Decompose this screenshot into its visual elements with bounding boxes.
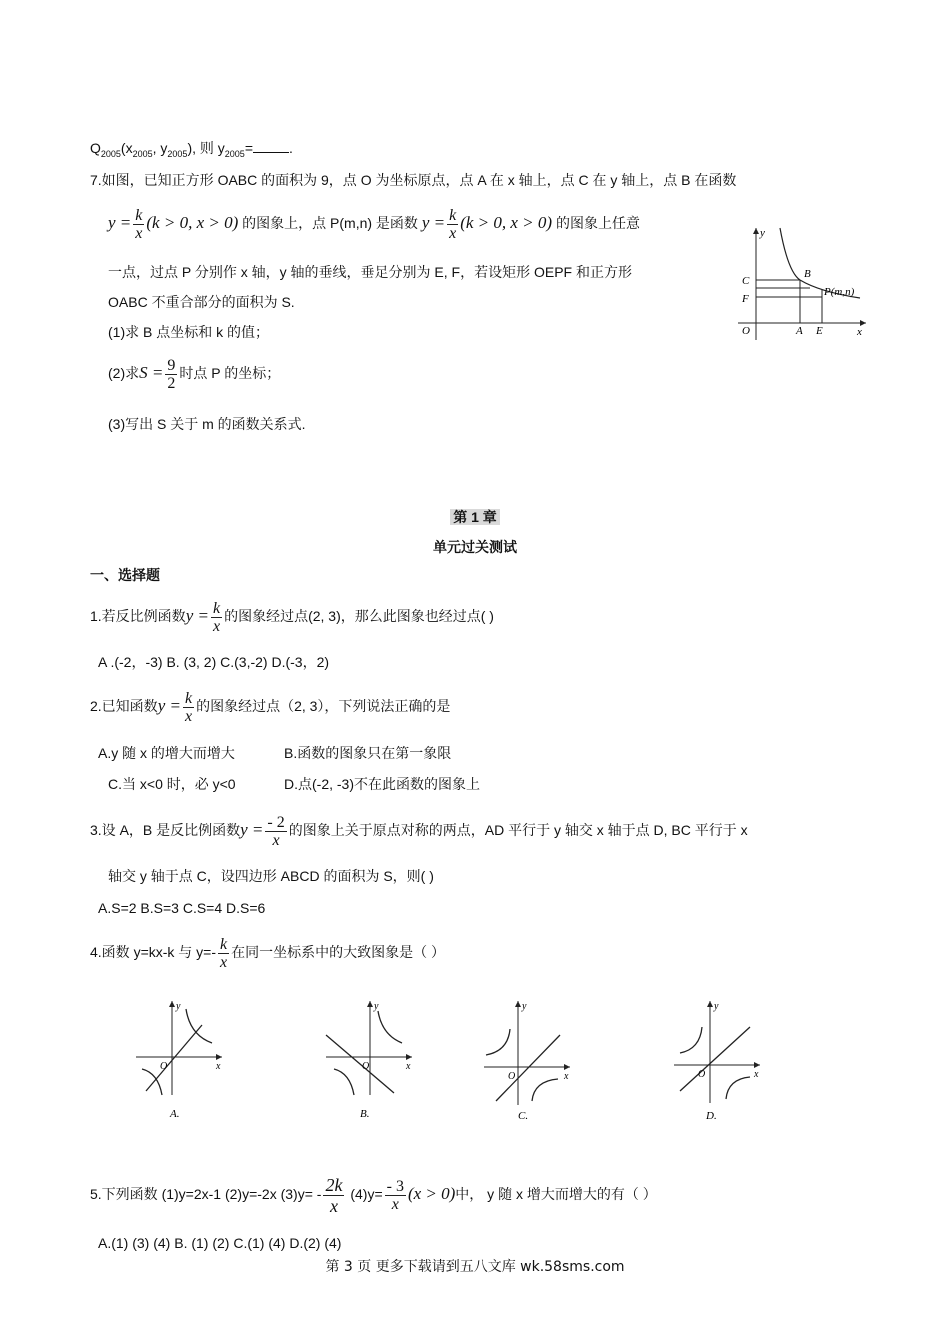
question-2-option-a: A.y 随 x 的增大而增大 xyxy=(98,745,235,761)
question-5-options: A.(1) (3) (4) B. (1) (2) C.(1) (4) D.(2) (4) xyxy=(98,1235,342,1251)
fig7-o-label: O xyxy=(742,325,750,337)
section-heading: 一、选择题 xyxy=(90,567,160,583)
svg-text:y: y xyxy=(714,1001,719,1012)
chapter-subtitle: 单元过关测试 xyxy=(433,539,517,555)
svg-text:x: x xyxy=(754,1069,759,1080)
fig7-c-label: C xyxy=(742,275,750,287)
svg-text:O: O xyxy=(362,1061,370,1072)
graph-a-label: A. xyxy=(170,1108,180,1120)
question-4: 4.函数 y=kx-k 与 y=- $\frac{k}{x}$ 在同一坐标系中的大致图象是（ ） xyxy=(90,935,446,971)
svg-text:O: O xyxy=(698,1069,706,1080)
chapter-title: 第 1 章 xyxy=(0,507,950,527)
graph-b xyxy=(320,995,430,1125)
svg-text:y: y xyxy=(374,1001,379,1012)
question-2-option-b: B.函数的图象只在第一象限 xyxy=(284,745,452,761)
question-2-option-d: D.点(-2, -3)不在此函数的图象上 xyxy=(284,776,480,792)
question-3: 3.设 A，B 是反比例函数y = $\frac{- 2}{x}$ 的图象上关于原点对称的两点，AD 平行于 y 轴交 x 轴于点 D, BC 平行于 x xyxy=(90,813,748,849)
graph-c-label: C. xyxy=(518,1110,529,1122)
question-2: 2.已知函数y = $\frac{k}{x}$ 的图象经过点（2, 3），下列说法正确的是 xyxy=(90,689,451,725)
svg-text:y: y xyxy=(522,1001,527,1012)
fig7-e-label: E xyxy=(816,325,823,337)
svg-text:x: x xyxy=(564,1071,569,1082)
svg-text:x: x xyxy=(216,1061,221,1072)
problem7-q2: (2)求S = $\frac{9}{2}$ 时点 P 的坐标； xyxy=(108,356,281,392)
svg-text:y: y xyxy=(176,1001,181,1012)
problem7-line4: OABC 不重合部分的面积为 S. xyxy=(108,294,295,310)
graph-b-label: B. xyxy=(360,1108,370,1120)
graph-a xyxy=(130,995,240,1125)
fig7-x-label: x xyxy=(857,326,862,338)
fig7-b-label: B xyxy=(804,268,811,280)
problem7-q3: (3)写出 S 关于 m 的函数关系式. xyxy=(108,416,306,432)
question-3-line2: 轴交 y 轴于点 C，设四边形 ABCD 的面积为 S，则( ) xyxy=(108,868,434,884)
fig7-f-label: F xyxy=(742,293,749,305)
svg-text:O: O xyxy=(508,1071,516,1082)
fig7-p-label: P(m,n) xyxy=(824,286,855,298)
graph-d-label: D. xyxy=(706,1110,717,1122)
problem7-figure xyxy=(730,222,870,342)
page-footer: 第 3 页 更多下载请到五八文库 wk.58sms.com xyxy=(325,1259,625,1275)
fig7-y-label: y xyxy=(760,227,765,239)
answer-blank[interactable] xyxy=(253,138,289,153)
svg-text:O: O xyxy=(160,1061,168,1072)
fig7-a-label: A xyxy=(796,325,803,337)
question-1-options: A .(-2，-3) B. (3, 2) C.(3,-2) D.(-3，2) xyxy=(98,654,330,670)
question-3-options: A.S=2 B.S=3 C.S=4 D.S=6 xyxy=(98,900,266,916)
question-5: 5.下列函数 (1)y=2x-1 (2)y=-2x (3)y= - $\frac{2k}{x}$ (4)y= $\frac{- 3}{x}$ (x > 0)中， y 随 x 增大而增大的有（ ） xyxy=(90,1174,657,1216)
question-2-option-c: C.当 x<0 时，必 y<0 xyxy=(108,776,236,792)
problem7-line3: 一点，过点 P 分别作 x 轴，y 轴的垂线，垂足分别为 E, F，若设矩形 OEPF 和正方形 xyxy=(108,264,632,280)
graph-c xyxy=(478,995,588,1125)
top-line: $Q_{2005}(x_{2005}$, $y_{2005}$), 则 $y_{2005}=$ . xyxy=(90,140,293,159)
graph-d xyxy=(668,995,778,1125)
svg-text:x: x xyxy=(406,1061,411,1072)
problem7-line2: y = $\frac{k}{x}$ (k > 0, x > 0) 的图象上，点 P(m,n) 是函数 y = $\frac{k}{x}$ (k > 0, x > 0) 的图象上任意 xyxy=(108,206,640,242)
question-1: 1.若反比例函数y = $\frac{k}{x}$ 的图象经过点(2, 3)，那么此图象也经过点( ) xyxy=(90,599,494,635)
problem7-q1: (1)求 B 点坐标和 k 的值； xyxy=(108,324,270,340)
problem7-line1: 7.如图，已知正方形 OABC 的面积为 9，点 O 为坐标原点，点 A 在 x 轴上，点 C 在 y 轴上，点 B 在函数 xyxy=(90,172,737,188)
